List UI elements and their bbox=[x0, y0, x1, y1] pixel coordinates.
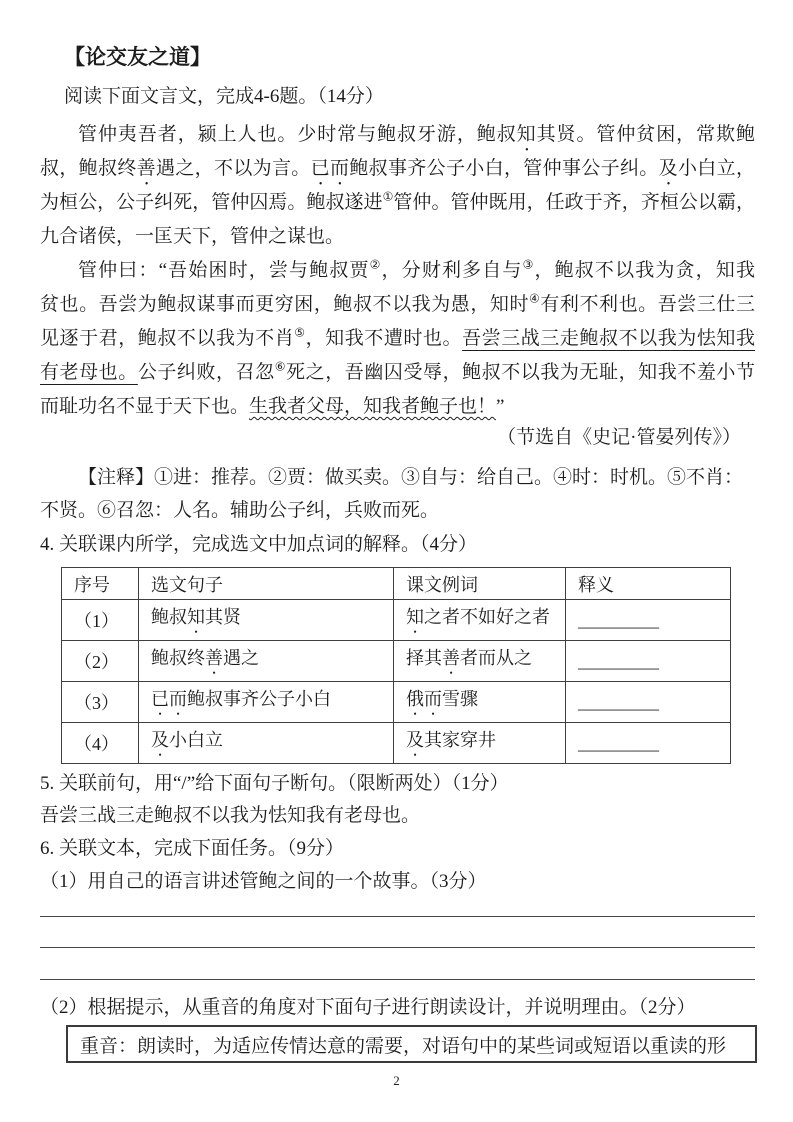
answer-line bbox=[40, 948, 755, 980]
textbook-example-cell: 及其家穿井 bbox=[394, 723, 566, 764]
answer-line bbox=[40, 917, 755, 948]
annotation-line: 不贤。⑥召忽：人名。辅助公子纠，兵败而死。 bbox=[40, 500, 440, 521]
source-citation: （节选自《史记·管晏列传》） bbox=[497, 427, 741, 448]
row-number: （4） bbox=[62, 723, 139, 764]
table-row bbox=[62, 641, 731, 682]
table-header-row bbox=[62, 568, 731, 600]
table-row bbox=[62, 723, 731, 764]
passage-line: 见逐于君，鲍叔不以我为不肖⑤，知我不遭时也。吾尝三战三走鲍叔不以我为怯知我 bbox=[40, 325, 755, 349]
section-title: 【论交友之道】 bbox=[64, 45, 211, 69]
annotations bbox=[40, 461, 755, 527]
answer-blank: _________ bbox=[578, 691, 659, 712]
word-explanation-table bbox=[61, 567, 731, 764]
question-4-prompt: 4. 关联课内所学，完成选文中加点词的解释。（4分） bbox=[40, 534, 478, 555]
passage-line: 有老母也。公子纠败，召忽⑥死之，吾幽囚受辱，鲍叔不以我为无耻，知我不羞小节 bbox=[40, 359, 755, 383]
passage-line: 而耻功名不显于天下也。生我者父母，知我者鲍子也！” bbox=[40, 396, 505, 417]
page-number: 2 bbox=[393, 1073, 400, 1088]
passage-line: 叔，鲍叔终善遇之，不以为言。已而鲍叔事齐公子小白，管仲事公子纠。及小白立， bbox=[40, 158, 755, 179]
meaning-blank-cell bbox=[566, 600, 731, 641]
col-header-textbook-example: 课文例词 bbox=[394, 568, 566, 600]
col-header-meaning: 释义 bbox=[566, 568, 731, 600]
meaning-blank-cell bbox=[566, 682, 731, 723]
passage-line: 贫也。吾尝为鲍叔谋事而更穷困，鲍叔不以我为愚，知时④有利不利也。吾尝三仕三 bbox=[40, 291, 755, 315]
answer-blank: _________ bbox=[578, 609, 659, 630]
row-number: （3） bbox=[62, 682, 139, 723]
table-row bbox=[62, 600, 731, 641]
answer-blank: _________ bbox=[578, 650, 659, 671]
meaning-blank-cell bbox=[566, 641, 731, 682]
hint-text: 重音：朗读时，为适应传情达意的需要，对语句中的某些词或短语以重读的形 bbox=[80, 1035, 727, 1057]
meaning-blank-cell bbox=[566, 723, 731, 764]
passage-sentence-cell: 鲍叔终善遇之 bbox=[139, 641, 394, 682]
reading-instruction: 阅读下面文言文，完成4-6题。（14分） bbox=[64, 86, 384, 107]
answer-line bbox=[40, 894, 755, 917]
answer-blank: _________ bbox=[578, 732, 659, 753]
col-header-passage-sentence: 选文句子 bbox=[139, 568, 394, 600]
passage-line: 管仲夷吾者，颍上人也。少时常与鲍叔牙游，鲍叔知其贤。管仲贫困，常欺鲍 bbox=[78, 124, 755, 145]
stress-hint-box bbox=[66, 1025, 757, 1063]
passage-line: 管仲曰：“吾始困时，尝与鲍叔贾②，分财利多自与③，鲍叔不以我为贪，知我 bbox=[78, 257, 755, 281]
textbook-example-cell: 俄而雪骤 bbox=[394, 682, 566, 723]
row-number: （2） bbox=[62, 641, 139, 682]
question-6-2-prompt: （2）根据提示，从重音的角度对下面句子进行朗读设计，并说明理由。（2分） bbox=[40, 997, 696, 1018]
col-header-number: 序号 bbox=[62, 568, 139, 600]
punctuation-sentence: 吾尝三战三走鲍叔不以我为怯知我有老母也。 bbox=[40, 805, 421, 826]
question-5-prompt: 5. 关联前句，用“/”给下面句子断句。（限断两处）（1分） bbox=[40, 773, 509, 794]
classical-passage bbox=[40, 118, 755, 452]
passage-line: 九合诸侯，一匡天下，管仲之谋也。 bbox=[40, 226, 345, 247]
textbook-example-cell: 知之者不如好之者 bbox=[394, 600, 566, 641]
table-row bbox=[62, 682, 731, 723]
passage-sentence-cell: 已而鲍叔事齐公子小白 bbox=[139, 682, 394, 723]
question-6-1-prompt: （1）用自己的语言讲述管鲍之间的一个故事。（3分） bbox=[40, 871, 487, 892]
passage-sentence-cell: 鲍叔知其贤 bbox=[139, 600, 394, 641]
passage-line: 为桓公，公子纠死，管仲囚焉。鲍叔遂进①管仲。管仲既用，任政于齐，齐桓公以霸， bbox=[40, 189, 755, 213]
passage-sentence-cell: 及小白立 bbox=[139, 723, 394, 764]
question-6-prompt: 6. 关联文本，完成下面任务。（9分） bbox=[40, 838, 345, 859]
textbook-example-cell: 择其善者而从之 bbox=[394, 641, 566, 682]
annotation-line: 【注释】①进：推荐。②贾：做买卖。③自与：给自己。④时：时机。⑤不肖： bbox=[78, 467, 744, 488]
row-number: （1） bbox=[62, 600, 139, 641]
